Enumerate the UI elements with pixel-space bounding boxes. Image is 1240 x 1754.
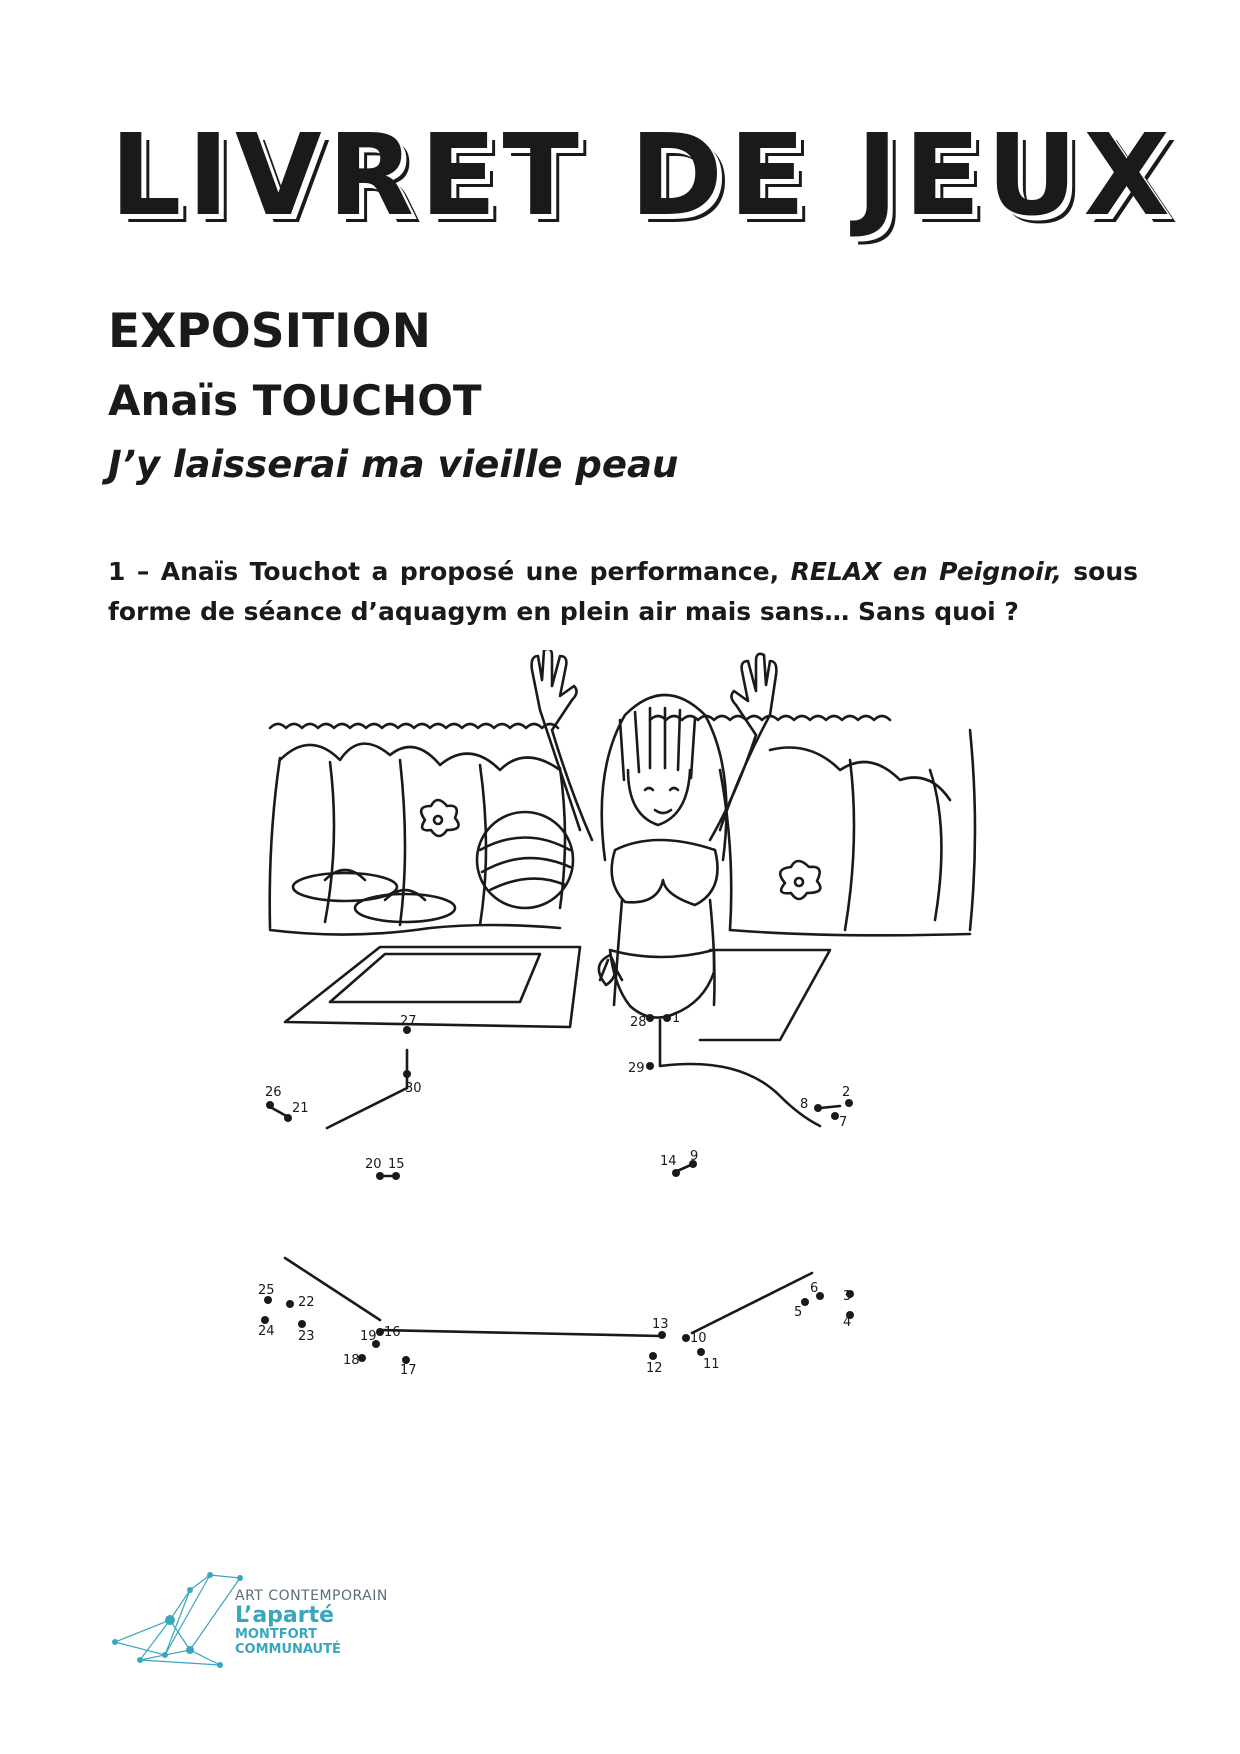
beach-ball — [477, 812, 573, 908]
dot-number-22: 22 — [298, 1295, 315, 1310]
dot-number-6: 6 — [810, 1281, 819, 1296]
dot-number-17: 17 — [400, 1363, 417, 1378]
dot-number-25: 25 — [258, 1283, 275, 1298]
dot-number-23: 23 — [298, 1329, 315, 1344]
dot-number-7: 7 — [839, 1115, 848, 1130]
question-text-end: sous forme de séance d’aquagym en plein air mais sans… Sans quoi ? — [108, 557, 1139, 626]
girl-arm-right — [710, 654, 776, 840]
logo-line-montfort: MONTFORT — [235, 1627, 317, 1643]
flower-right — [780, 861, 820, 899]
numbered-dots — [261, 1014, 854, 1364]
towel-right — [700, 950, 830, 1040]
question-1 — [108, 552, 1138, 632]
dot-number-21: 21 — [292, 1101, 309, 1116]
dot-number-5: 5 — [794, 1305, 803, 1320]
dot-number-14: 14 — [660, 1154, 677, 1169]
performance-title: RELAX en Peignoir, — [790, 557, 1062, 586]
thigh-left — [327, 1050, 407, 1128]
dot-number-29: 29 — [628, 1061, 645, 1076]
foot-lines — [285, 1258, 812, 1336]
booklet-title: LIVRET DE JEUX — [110, 111, 1176, 241]
dot-number-24: 24 — [258, 1324, 275, 1339]
hedge-outline — [270, 716, 890, 728]
logo-text — [235, 1588, 388, 1658]
dot-number-19: 19 — [360, 1329, 377, 1344]
logo-line-laparte: L’aparté — [235, 1603, 335, 1628]
dot-number-15: 15 — [388, 1157, 405, 1172]
exhibition-label: EXPOSITION — [108, 304, 431, 359]
girl-hair — [602, 695, 727, 860]
dot-number-4: 4 — [843, 1315, 852, 1330]
illustration-svg — [250, 650, 990, 1550]
artist-name: Anaïs TOUCHOT — [108, 376, 482, 425]
dot-number-9: 9 — [690, 1149, 699, 1164]
dot-number-27: 27 — [400, 1014, 417, 1029]
thigh-right — [660, 1020, 820, 1126]
dot-number-3: 3 — [843, 1289, 852, 1304]
bikini-top — [612, 840, 718, 905]
connect-the-dots-illustration — [250, 650, 990, 1550]
dot-number-12: 12 — [646, 1361, 663, 1376]
dot-number-13: 13 — [652, 1317, 669, 1332]
bikini-bottom — [610, 950, 714, 1018]
network-logo-icon — [110, 1570, 250, 1680]
exhibition-title: J’y laisserai ma vieille peau — [108, 443, 679, 486]
sandal-right — [355, 894, 455, 922]
dot-number-labels — [258, 1011, 851, 1378]
logo-line-art-contemporain: ART CONTEMPORAIN — [235, 1588, 388, 1604]
logo-line-communaute: COMMUNAUTÉ — [235, 1642, 341, 1658]
girl-arm-left — [532, 650, 592, 840]
dot-number-10: 10 — [690, 1331, 707, 1346]
dot-number-11: 11 — [703, 1357, 720, 1372]
question-text-start: 1 – Anaïs Touchot a proposé une performance, — [108, 557, 791, 586]
dot-number-28: 28 — [630, 1015, 647, 1030]
dot-number-8: 8 — [800, 1097, 809, 1112]
dot-number-18: 18 — [343, 1353, 360, 1368]
girl-face — [628, 770, 690, 825]
dot-number-16: 16 — [384, 1325, 401, 1340]
dot-number-30: 30 — [405, 1081, 422, 1096]
dot-number-2: 2 — [842, 1085, 851, 1100]
towel-outer — [285, 947, 580, 1027]
dot-number-20: 20 — [365, 1157, 382, 1172]
laparte-logo — [110, 1570, 430, 1680]
dot-number-1: 1 — [672, 1011, 681, 1026]
dot-number-26: 26 — [265, 1085, 282, 1100]
